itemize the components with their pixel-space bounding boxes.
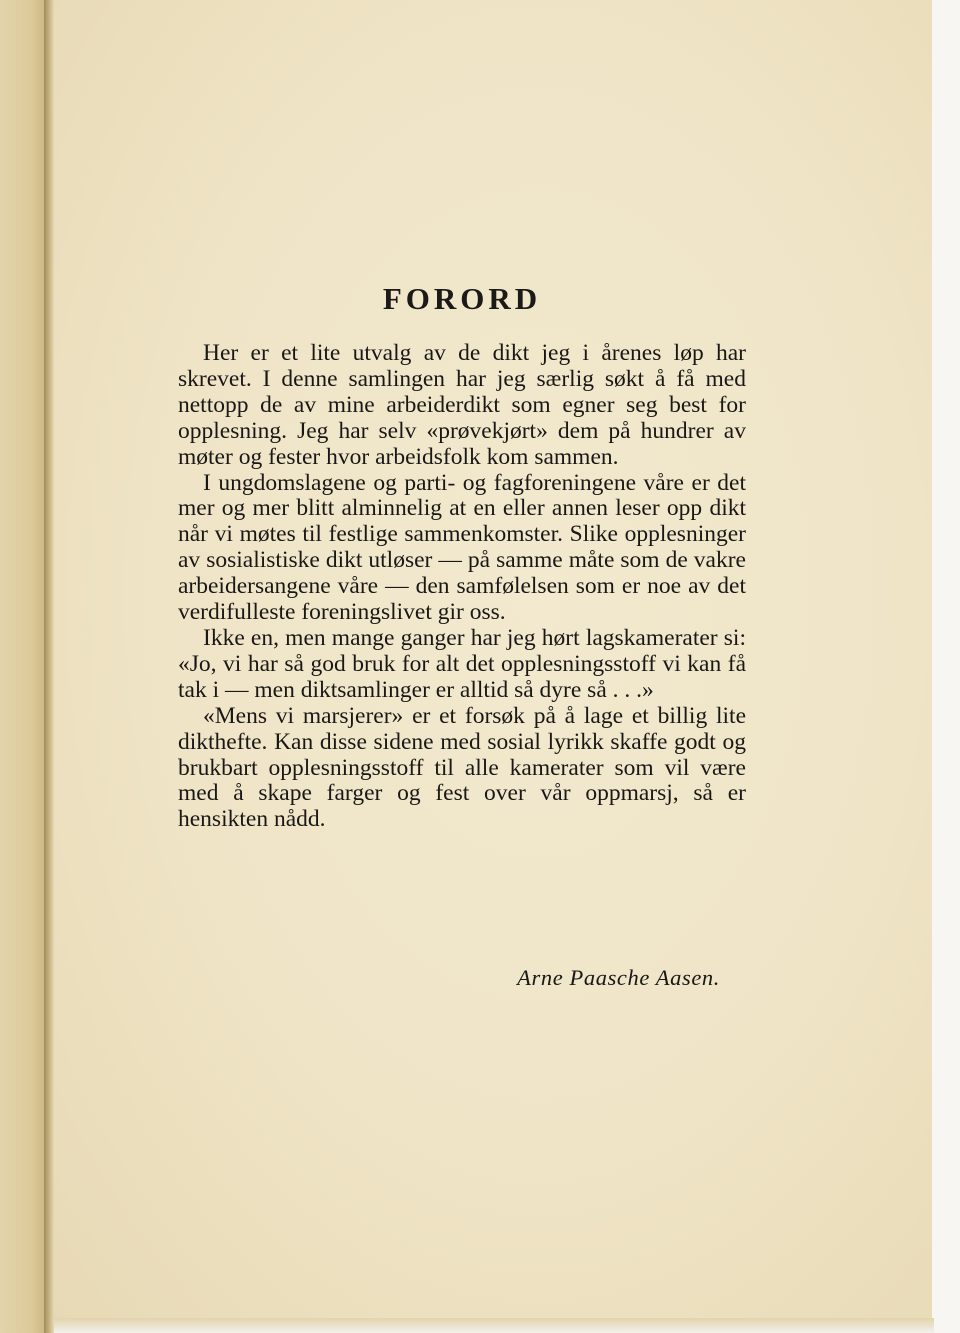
page-title: FORORD [382,281,542,316]
author-signature: Arne Paasche Aasen. [517,965,720,990]
paragraph: «Mens vi marsjerer» er et forsøk på å lage et billig lite dikthefte. Kan disse sidene med sosial lyrikk skaffe godt og brukbart opplesningsstoff til alle kamerater som vil være med å skape farger og fest over vår oppmarsj, så er hensikten nådd. [178,702,746,833]
page-edge-right [932,0,960,1333]
paragraph: I ungdomslagene og parti- og fagforeningene våre er det mer og mer blitt alminnelig at en eller annen leser opp dikt når vi møtes til festlige sammenkomster. Slike opplesninger av sosialistiske dikt utløser — på samme måte som de vakre arbeidersangene våre — den samfølelsen som er noe av det verdifulleste foreningslivet gir oss. [178,469,746,626]
page-edge-bottom [54,1318,934,1333]
left-page-edge [0,0,44,1333]
book-spine-gutter [44,0,54,1333]
foreword-body [178,341,746,833]
paragraph: Ikke en, men mange ganger har jeg hørt lagskamerater si: «Jo, vi har så god bruk for alt det opplesningsstoff vi kan få tak i — men diktsamlinger er alltid så dyre så . . .» [178,624,746,703]
paragraph: Her er et lite utvalg av de dikt jeg i årenes løp har skrevet. I denne samlingen har jeg særlig søkt å få med nettopp de av mine arbeiderdikt som egner seg best for opplesning. Jeg har selv «prøvekjørt» dem på hundrer av møter og fester hvor arbeidsfolk kom sammen. [178,340,746,470]
